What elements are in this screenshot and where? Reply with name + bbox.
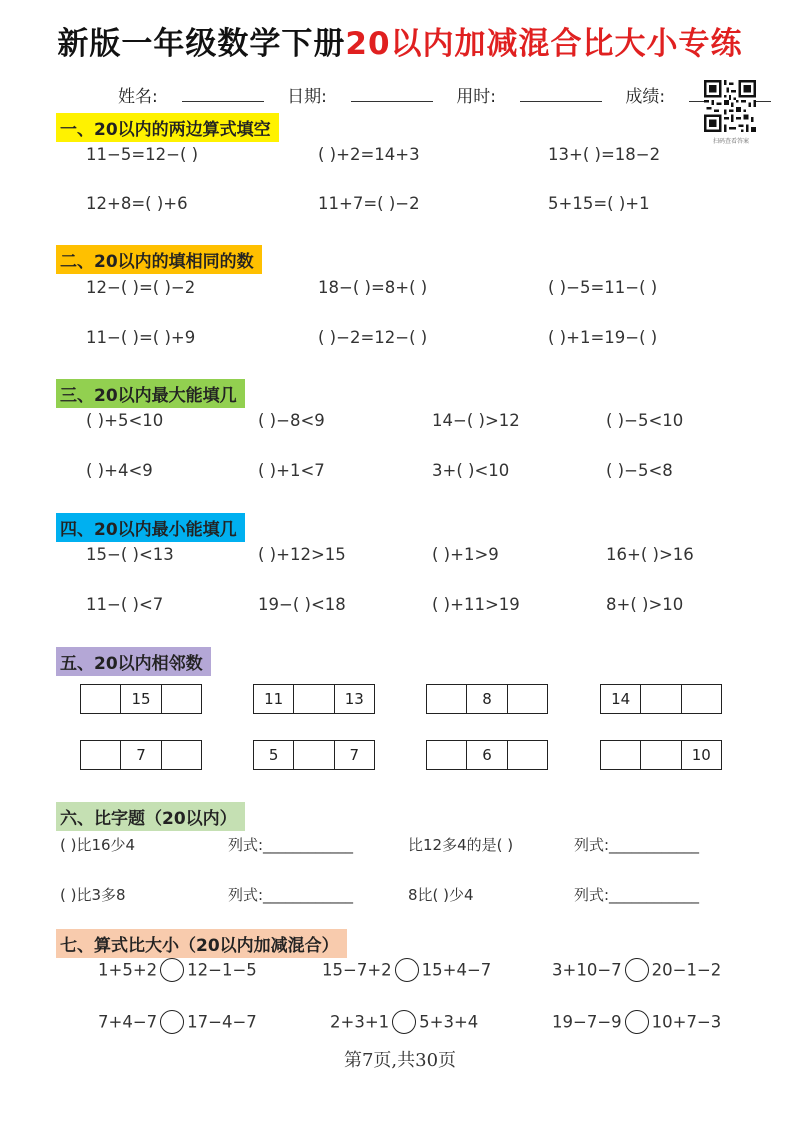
problem[interactable]: 8+( )>10 [606, 595, 684, 614]
compare-circle[interactable] [625, 1010, 649, 1034]
left-expression: 1+5+2 [98, 960, 158, 980]
comparison-problem [552, 1010, 721, 1034]
left-expression: 2+3+1 [330, 1012, 390, 1032]
problem[interactable]: ( )+12>15 [258, 545, 346, 564]
neighbor-number-box [426, 684, 548, 714]
problem[interactable]: 13+( )=18−2 [548, 145, 661, 164]
problem[interactable]: 5+15=( )+1 [548, 194, 650, 213]
date-label: 日期: [287, 87, 327, 107]
number-cell[interactable]: 10 [691, 746, 711, 764]
number-cell[interactable]: 6 [467, 741, 507, 769]
problem[interactable]: ( )+1<7 [258, 461, 325, 480]
number-cell[interactable]: 11 [254, 685, 294, 713]
right-expression: 17−4−7 [187, 1012, 257, 1032]
number-cell[interactable]: 13 [344, 690, 364, 708]
equation-blank[interactable]: 列式:____________ [574, 836, 700, 854]
qr-caption: 扫码查看答案 [712, 138, 749, 145]
number-cell[interactable] [508, 685, 547, 713]
problem[interactable]: ( )+4<9 [86, 461, 153, 480]
word-problem[interactable]: 8比( )少4 [408, 886, 474, 904]
number-cell[interactable]: 8 [467, 685, 507, 713]
neighbor-number-box [253, 740, 375, 770]
problem[interactable]: ( )−5<10 [606, 411, 684, 430]
compare-circle[interactable] [392, 1010, 416, 1034]
problem[interactable]: 14−( )>12 [432, 411, 520, 430]
number-cell[interactable] [294, 685, 334, 713]
number-cell[interactable] [81, 741, 121, 769]
word-problem[interactable]: 比12多4的是( ) [408, 836, 514, 854]
page-number: 第7页,共30页 [343, 1050, 457, 1071]
neighbor-number-box [80, 684, 202, 714]
number-cell[interactable] [641, 685, 681, 713]
neighbor-number-box [600, 684, 722, 714]
number-cell[interactable] [427, 741, 467, 769]
number-cell[interactable]: 15 [121, 685, 161, 713]
right-expression: 20−1−2 [651, 960, 722, 980]
neighbor-number-box [80, 740, 202, 770]
problem[interactable]: ( )−8<9 [258, 411, 325, 430]
left-expression: 3+10−7 [552, 960, 622, 980]
title-part-1: 新版一年级数学下册 [57, 26, 346, 62]
name-label: 姓名: [118, 87, 158, 107]
compare-circle[interactable] [395, 958, 419, 982]
number-cell[interactable]: 14 [601, 685, 641, 713]
compare-circle[interactable] [160, 1010, 184, 1034]
problem[interactable]: ( )+11>19 [432, 595, 520, 614]
problem[interactable]: 11−5=12−( ) [86, 145, 199, 164]
equation-blank[interactable]: 列式:____________ [228, 886, 354, 904]
number-cell[interactable] [682, 685, 721, 713]
problem[interactable]: 19−( )<18 [258, 595, 346, 614]
problem[interactable]: 3+( )<10 [432, 461, 510, 480]
problem[interactable]: 15−( )<13 [86, 545, 174, 564]
problem[interactable]: ( )+2=14+3 [318, 145, 420, 164]
problem[interactable]: ( )+1=19−( ) [548, 328, 658, 347]
number-cell[interactable] [508, 741, 547, 769]
left-expression: 15−7+2 [322, 960, 392, 980]
number-cell[interactable] [162, 685, 201, 713]
comparison-problem [322, 958, 491, 982]
right-expression: 12−1−5 [187, 960, 257, 980]
left-expression: 7+4−7 [98, 1012, 158, 1032]
problem[interactable]: 11−( )=( )+9 [86, 328, 196, 347]
equation-blank[interactable]: 列式:____________ [574, 886, 700, 904]
right-expression: 10+7−3 [651, 1012, 722, 1032]
number-cell[interactable]: 5 [254, 741, 294, 769]
score-label: 成绩: [625, 87, 666, 107]
neighbor-number-box [600, 740, 722, 770]
name-field[interactable] [118, 87, 264, 107]
equation-blank[interactable]: 列式:____________ [228, 836, 354, 854]
problem[interactable]: ( )−2=12−( ) [318, 328, 428, 347]
neighbor-number-box [253, 684, 375, 714]
date-field[interactable] [287, 87, 433, 107]
qr-code-icon[interactable] [704, 80, 756, 132]
right-expression: 15+4−7 [421, 960, 492, 980]
section-6-heading: 六、比字题（20以内） [56, 802, 245, 831]
student-info-line [118, 82, 789, 107]
number-cell[interactable] [81, 685, 121, 713]
problem[interactable]: 18−( )=8+( ) [318, 278, 428, 297]
section-5-heading: 五、20以内相邻数 [56, 647, 211, 676]
number-cell[interactable] [162, 741, 201, 769]
left-expression: 19−7−9 [552, 1012, 622, 1032]
section-1-heading: 一、20以内的两边算式填空 [56, 113, 279, 142]
compare-circle[interactable] [625, 958, 649, 982]
number-cell[interactable] [601, 741, 641, 769]
right-expression: 5+3+4 [419, 1012, 479, 1032]
number-cell[interactable]: 7 [121, 741, 161, 769]
word-problem[interactable]: ( )比16少4 [60, 836, 136, 854]
compare-circle[interactable] [160, 958, 184, 982]
title-part-2: 20以内加减混合比大小专练 [345, 26, 743, 62]
number-cell[interactable] [427, 685, 467, 713]
number-cell[interactable] [294, 741, 334, 769]
comparison-problem [330, 1010, 478, 1034]
problem[interactable]: 11+7=( )−2 [318, 194, 420, 213]
problem[interactable]: 11−( )<7 [86, 595, 164, 614]
problem[interactable]: ( )+1>9 [432, 545, 499, 564]
number-cell[interactable] [641, 741, 681, 769]
section-2-heading: 二、20以内的填相同的数 [56, 245, 262, 274]
comparison-problem [552, 958, 721, 982]
page-title [0, 18, 800, 63]
problem[interactable]: 12+8=( )+6 [86, 194, 188, 213]
number-cell[interactable]: 7 [349, 746, 360, 764]
time-label: 用时: [456, 87, 497, 107]
problem[interactable]: ( )−5=11−( ) [548, 278, 658, 297]
section-3-heading: 三、20以内最大能填几 [56, 379, 245, 408]
problem[interactable]: 16+( )>16 [606, 545, 694, 564]
section-7-heading: 七、算式比大小（20以内加减混合） [56, 929, 347, 958]
comparison-problem [98, 958, 257, 982]
problem[interactable]: ( )+5<10 [86, 411, 164, 430]
problem[interactable]: 12−( )=( )−2 [86, 278, 196, 297]
word-problem[interactable]: ( )比3多8 [60, 886, 126, 904]
neighbor-number-box [426, 740, 548, 770]
section-4-heading: 四、20以内最小能填几 [56, 513, 245, 542]
problem[interactable]: ( )−5<8 [606, 461, 673, 480]
time-field[interactable] [456, 87, 602, 107]
comparison-problem [98, 1010, 257, 1034]
